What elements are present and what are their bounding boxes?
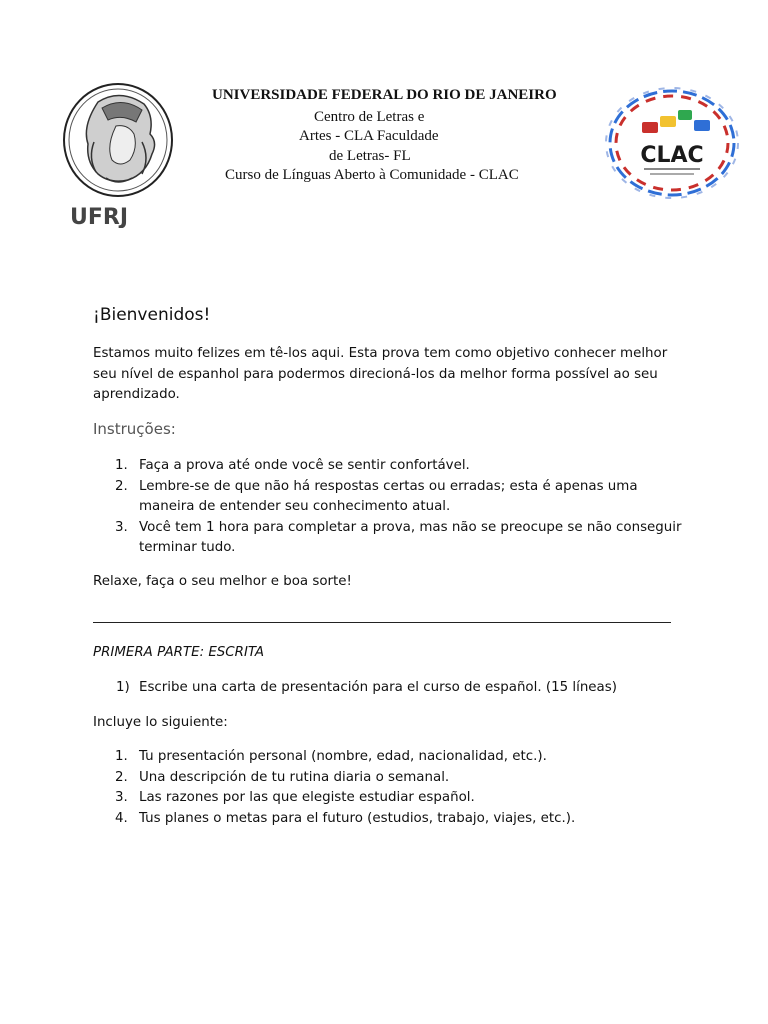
list-text: Faça a prova até onde você se sentir confortável.	[139, 458, 470, 473]
clac-logo-text: CLAC	[640, 143, 704, 168]
list-number: 2.	[115, 478, 128, 494]
list-number: 1.	[115, 749, 128, 764]
list-number: 3.	[115, 519, 128, 535]
clac-logo	[604, 86, 740, 200]
instructions-title: Instruções:	[93, 420, 176, 438]
question-number: 1)	[116, 680, 130, 695]
instructions-list	[93, 456, 683, 559]
ufrj-logo	[58, 82, 180, 228]
list-item	[93, 788, 683, 809]
center-line-1: Centro de Letras e	[314, 109, 425, 125]
list-text: Você tem 1 hora para completar a prova, mas não se preocupe se não conseguir terminar tudo.	[139, 519, 682, 555]
list-text: Lembre-se de que não há respostas certas ou erradas; esta é apenas uma maneira de entender seu conhecimento atual.	[139, 478, 638, 514]
list-text: Tus planes o metas para el futuro (estudios, trabajo, viajes, etc.).	[139, 810, 576, 826]
list-number: 4.	[115, 810, 128, 826]
center-line-3: de Letras- FL	[329, 148, 411, 164]
list-item	[93, 477, 683, 518]
closing-line: Relaxe, faça o seu melhor e boa sorte!	[93, 574, 352, 589]
university-name: UNIVERSIDADE FEDERAL DO RIO DE JANEIRO	[212, 87, 557, 103]
list-number: 1.	[115, 458, 128, 473]
list-text: Las razones por las que elegiste estudiar español.	[139, 790, 475, 805]
question-text: Escribe una carta de presentación para el curso de español. (15 líneas)	[139, 680, 617, 695]
separator-line	[93, 622, 671, 623]
list-text: Una descripción de tu rutina diaria o semanal.	[139, 769, 450, 785]
include-label: Incluye lo siguiente:	[93, 715, 228, 730]
list-item	[93, 518, 683, 559]
intro-paragraph: Estamos muito felizes em tê-los aqui. Esta prova tem como objetivo conhecer melhor seu nível de espanhol para podermos direcioná-los da melhor forma possível ao seu aprendizado.	[93, 346, 668, 402]
welcome-heading: ¡Bienvenidos!	[93, 305, 211, 325]
list-item	[93, 456, 683, 477]
list-item	[93, 768, 683, 789]
list-text: Tu presentación personal (nombre, edad, nacionalidad, etc.).	[139, 749, 547, 764]
list-item	[93, 747, 683, 768]
list-item	[93, 809, 683, 830]
ufrj-logo-text: UFRJ	[70, 205, 129, 228]
include-list	[93, 747, 683, 829]
course-name: Curso de Línguas Aberto à Comunidade - CLAC	[225, 167, 519, 183]
list-number: 2.	[115, 769, 128, 785]
center-line-2: Artes - CLA Faculdade	[299, 128, 439, 144]
list-number: 3.	[115, 790, 128, 805]
part-title: PRIMERA PARTE: ESCRITA	[93, 645, 265, 660]
